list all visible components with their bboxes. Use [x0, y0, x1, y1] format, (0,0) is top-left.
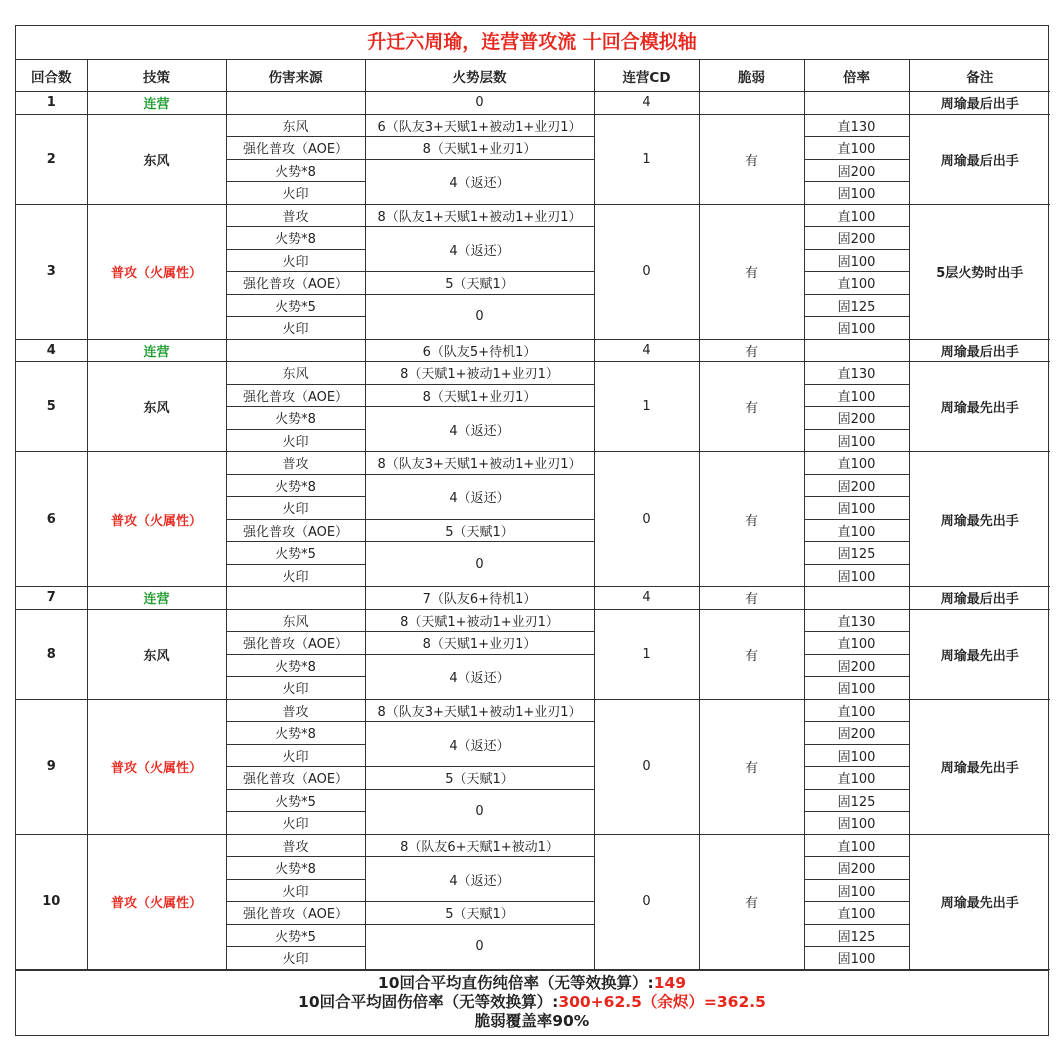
fragile-cell: 有 — [699, 587, 804, 610]
fragile-cell: 有 — [699, 114, 804, 204]
sheet-title: 升迁六周瑜，连营普攻流 十回合模拟轴 — [16, 26, 1048, 60]
header-multiplier: 倍率 — [804, 60, 909, 92]
multiplier-cell — [804, 587, 909, 610]
damage-source-cell: 火印 — [226, 812, 365, 835]
damage-source-cell: 强化普攻（AOE） — [226, 384, 365, 407]
header-fragile: 脆弱 — [699, 60, 804, 92]
lianying-cd-cell: 4 — [594, 339, 699, 362]
fire-stacks-cell: 0 — [365, 924, 594, 969]
summary-fixed-value: 300+62.5（余烬）=362.5 — [558, 992, 766, 1011]
lianying-cd-cell: 1 — [594, 114, 699, 204]
lianying-cd-cell: 0 — [594, 834, 699, 969]
round-number-cell: 7 — [16, 587, 87, 610]
fragile-cell: 有 — [699, 204, 804, 339]
skill-cell: 东风 — [87, 609, 226, 699]
damage-source-cell: 强化普攻（AOE） — [226, 519, 365, 542]
multiplier-cell: 固100 — [804, 429, 909, 452]
multiplier-cell: 固200 — [804, 722, 909, 745]
multiplier-cell: 直100 — [804, 834, 909, 857]
table-row — [16, 204, 1050, 227]
multiplier-cell: 固100 — [804, 182, 909, 205]
fire-stacks-cell: 5（天赋1） — [365, 519, 594, 542]
damage-source-cell: 火势*8 — [226, 159, 365, 182]
fire-stacks-cell: 0 — [365, 789, 594, 834]
table-row — [16, 834, 1050, 857]
fire-stacks-cell: 7（队友6+待机1） — [365, 587, 594, 610]
round-number-cell: 9 — [16, 699, 87, 834]
header-damage-source: 伤害来源 — [226, 60, 365, 92]
fire-stacks-cell: 4（返还） — [365, 474, 594, 519]
table-row — [16, 362, 1050, 385]
note-cell: 周瑜最先出手 — [909, 609, 1050, 699]
damage-source-cell: 火印 — [226, 744, 365, 767]
skill-cell: 普攻（火属性） — [87, 699, 226, 834]
summary-direct-line — [16, 974, 1048, 993]
round-number-cell: 8 — [16, 609, 87, 699]
skill-cell: 普攻（火属性） — [87, 452, 226, 587]
multiplier-cell: 固100 — [804, 879, 909, 902]
table-body — [16, 92, 1050, 970]
damage-source-cell: 东风 — [226, 609, 365, 632]
table-row — [16, 339, 1050, 362]
damage-source-cell: 火印 — [226, 429, 365, 452]
fragile-cell: 有 — [699, 834, 804, 969]
note-cell: 周瑜最后出手 — [909, 339, 1050, 362]
damage-source-cell: 强化普攻（AOE） — [226, 272, 365, 295]
multiplier-cell: 固200 — [804, 857, 909, 880]
multiplier-cell — [804, 92, 909, 115]
round-number-cell: 2 — [16, 114, 87, 204]
fire-stacks-cell: 8（队友6+天赋1+被动1） — [365, 834, 594, 857]
rotation-table — [16, 60, 1050, 970]
damage-source-cell: 火势*8 — [226, 857, 365, 880]
note-cell: 周瑜最先出手 — [909, 452, 1050, 587]
damage-source-cell: 火印 — [226, 947, 365, 970]
fire-stacks-cell: 4（返还） — [365, 227, 594, 272]
damage-source-cell: 火印 — [226, 564, 365, 587]
multiplier-cell: 固125 — [804, 789, 909, 812]
fragile-cell: 有 — [699, 339, 804, 362]
round-number-cell: 10 — [16, 834, 87, 969]
fire-stacks-cell: 4（返还） — [365, 159, 594, 204]
damage-source-cell: 普攻 — [226, 452, 365, 475]
lianying-cd-cell: 0 — [594, 452, 699, 587]
fire-stacks-cell: 0 — [365, 542, 594, 587]
damage-source-cell: 普攻 — [226, 699, 365, 722]
multiplier-cell: 固125 — [804, 294, 909, 317]
fire-stacks-cell: 5（天赋1） — [365, 902, 594, 925]
round-number-cell: 4 — [16, 339, 87, 362]
fragile-cell — [699, 92, 804, 115]
table-row — [16, 114, 1050, 137]
lianying-cd-cell: 4 — [594, 587, 699, 610]
table-row — [16, 699, 1050, 722]
multiplier-cell: 固100 — [804, 497, 909, 520]
table-row — [16, 609, 1050, 632]
damage-source-cell: 火势*5 — [226, 542, 365, 565]
multiplier-cell: 直100 — [804, 272, 909, 295]
fire-stacks-cell: 0 — [365, 294, 594, 339]
damage-source-cell: 火势*8 — [226, 407, 365, 430]
multiplier-cell: 固100 — [804, 812, 909, 835]
multiplier-cell: 固125 — [804, 542, 909, 565]
note-cell: 周瑜最先出手 — [909, 362, 1050, 452]
round-number-cell: 3 — [16, 204, 87, 339]
summary-fixed-line — [16, 993, 1048, 1012]
table-row — [16, 587, 1050, 610]
multiplier-cell: 固100 — [804, 564, 909, 587]
multiplier-cell: 直100 — [804, 519, 909, 542]
multiplier-cell: 直100 — [804, 632, 909, 655]
fire-stacks-cell: 4（返还） — [365, 407, 594, 452]
multiplier-cell: 固200 — [804, 407, 909, 430]
multiplier-cell: 固125 — [804, 924, 909, 947]
fragile-cell: 有 — [699, 362, 804, 452]
multiplier-cell: 固200 — [804, 159, 909, 182]
damage-source-cell: 火势*5 — [226, 294, 365, 317]
fire-stacks-cell: 4（返还） — [365, 654, 594, 699]
fire-stacks-cell: 5（天赋1） — [365, 272, 594, 295]
header-fire-stacks: 火势层数 — [365, 60, 594, 92]
round-number-cell: 1 — [16, 92, 87, 115]
multiplier-cell: 直100 — [804, 204, 909, 227]
multiplier-cell: 固100 — [804, 249, 909, 272]
damage-source-cell: 火势*5 — [226, 924, 365, 947]
damage-source-cell: 火印 — [226, 317, 365, 340]
round-number-cell: 6 — [16, 452, 87, 587]
lianying-cd-cell: 0 — [594, 699, 699, 834]
skill-cell: 连营 — [87, 587, 226, 610]
damage-source-cell: 强化普攻（AOE） — [226, 902, 365, 925]
fire-stacks-cell: 4（返还） — [365, 722, 594, 767]
summary-fragile-line: 脆弱覆盖率90% — [474, 1011, 590, 1030]
damage-source-cell: 火势*8 — [226, 474, 365, 497]
simulation-sheet — [15, 25, 1049, 1036]
note-cell: 周瑜最先出手 — [909, 699, 1050, 834]
multiplier-cell: 固100 — [804, 677, 909, 700]
damage-source-cell: 火势*5 — [226, 789, 365, 812]
damage-source-cell — [226, 587, 365, 610]
fragile-cell: 有 — [699, 609, 804, 699]
multiplier-cell: 直100 — [804, 384, 909, 407]
damage-source-cell: 强化普攻（AOE） — [226, 632, 365, 655]
damage-source-cell: 强化普攻（AOE） — [226, 767, 365, 790]
header-round: 回合数 — [16, 60, 87, 92]
damage-source-cell — [226, 92, 365, 115]
fire-stacks-cell: 8（天赋1+被动1+业刃1） — [365, 362, 594, 385]
fragile-cell: 有 — [699, 452, 804, 587]
table-row — [16, 452, 1050, 475]
fire-stacks-cell: 8（天赋1+业刃1） — [365, 632, 594, 655]
note-cell: 周瑜最后出手 — [909, 587, 1050, 610]
damage-source-cell: 火势*8 — [226, 722, 365, 745]
skill-cell: 普攻（火属性） — [87, 204, 226, 339]
multiplier-cell: 直100 — [804, 137, 909, 160]
damage-source-cell: 火势*8 — [226, 654, 365, 677]
header-lianying-cd: 连营CD — [594, 60, 699, 92]
multiplier-cell: 直100 — [804, 902, 909, 925]
round-number-cell: 5 — [16, 362, 87, 452]
damage-source-cell: 强化普攻（AOE） — [226, 137, 365, 160]
multiplier-cell: 固100 — [804, 317, 909, 340]
skill-cell: 东风 — [87, 362, 226, 452]
lianying-cd-cell: 4 — [594, 92, 699, 115]
multiplier-cell: 直100 — [804, 699, 909, 722]
lianying-cd-cell: 0 — [594, 204, 699, 339]
fragile-cell: 有 — [699, 699, 804, 834]
lianying-cd-cell: 1 — [594, 609, 699, 699]
multiplier-cell: 固200 — [804, 654, 909, 677]
lianying-cd-cell: 1 — [594, 362, 699, 452]
fire-stacks-cell: 8（队友1+天赋1+被动1+业刃1） — [365, 204, 594, 227]
multiplier-cell — [804, 339, 909, 362]
skill-cell: 连营 — [87, 339, 226, 362]
header-row — [16, 60, 1050, 92]
fire-stacks-cell: 8（天赋1+业刃1） — [365, 137, 594, 160]
damage-source-cell: 火印 — [226, 677, 365, 700]
damage-source-cell: 火印 — [226, 497, 365, 520]
header-notes: 备注 — [909, 60, 1050, 92]
skill-cell: 东风 — [87, 114, 226, 204]
damage-source-cell: 东风 — [226, 362, 365, 385]
multiplier-cell: 直130 — [804, 114, 909, 137]
multiplier-cell: 固100 — [804, 947, 909, 970]
fire-stacks-cell: 6（队友3+天赋1+被动1+业刃1） — [365, 114, 594, 137]
multiplier-cell: 直100 — [804, 767, 909, 790]
summary-fixed-label: 10回合平均固伤倍率（无等效换算）: — [298, 992, 559, 1011]
damage-source-cell: 火印 — [226, 249, 365, 272]
multiplier-cell: 直130 — [804, 362, 909, 385]
summary-footer — [16, 970, 1048, 1035]
damage-source-cell: 普攻 — [226, 834, 365, 857]
multiplier-cell: 直100 — [804, 452, 909, 475]
damage-source-cell: 火势*8 — [226, 227, 365, 250]
fire-stacks-cell: 8（队友3+天赋1+被动1+业刃1） — [365, 452, 594, 475]
skill-cell: 连营 — [87, 92, 226, 115]
damage-source-cell — [226, 339, 365, 362]
fire-stacks-cell: 8（队友3+天赋1+被动1+业刃1） — [365, 699, 594, 722]
multiplier-cell: 固200 — [804, 227, 909, 250]
damage-source-cell: 东风 — [226, 114, 365, 137]
summary-direct-value: 149 — [653, 973, 687, 992]
damage-source-cell: 火印 — [226, 182, 365, 205]
header-skill: 技策 — [87, 60, 226, 92]
table-row — [16, 92, 1050, 115]
fire-stacks-cell: 8（天赋1+业刃1） — [365, 384, 594, 407]
note-cell: 周瑜最先出手 — [909, 834, 1050, 969]
fire-stacks-cell: 5（天赋1） — [365, 767, 594, 790]
fire-stacks-cell: 8（天赋1+被动1+业刃1） — [365, 609, 594, 632]
fire-stacks-cell: 6（队友5+待机1） — [365, 339, 594, 362]
note-cell: 周瑜最后出手 — [909, 114, 1050, 204]
multiplier-cell: 固100 — [804, 744, 909, 767]
damage-source-cell: 普攻 — [226, 204, 365, 227]
multiplier-cell: 固200 — [804, 474, 909, 497]
fire-stacks-cell: 0 — [365, 92, 594, 115]
summary-direct-label: 10回合平均直伤纯倍率（无等效换算）: — [377, 973, 654, 992]
note-cell: 5层火势时出手 — [909, 204, 1050, 339]
note-cell: 周瑜最后出手 — [909, 92, 1050, 115]
skill-cell: 普攻（火属性） — [87, 834, 226, 969]
multiplier-cell: 直130 — [804, 609, 909, 632]
damage-source-cell: 火印 — [226, 879, 365, 902]
fire-stacks-cell: 4（返还） — [365, 857, 594, 902]
